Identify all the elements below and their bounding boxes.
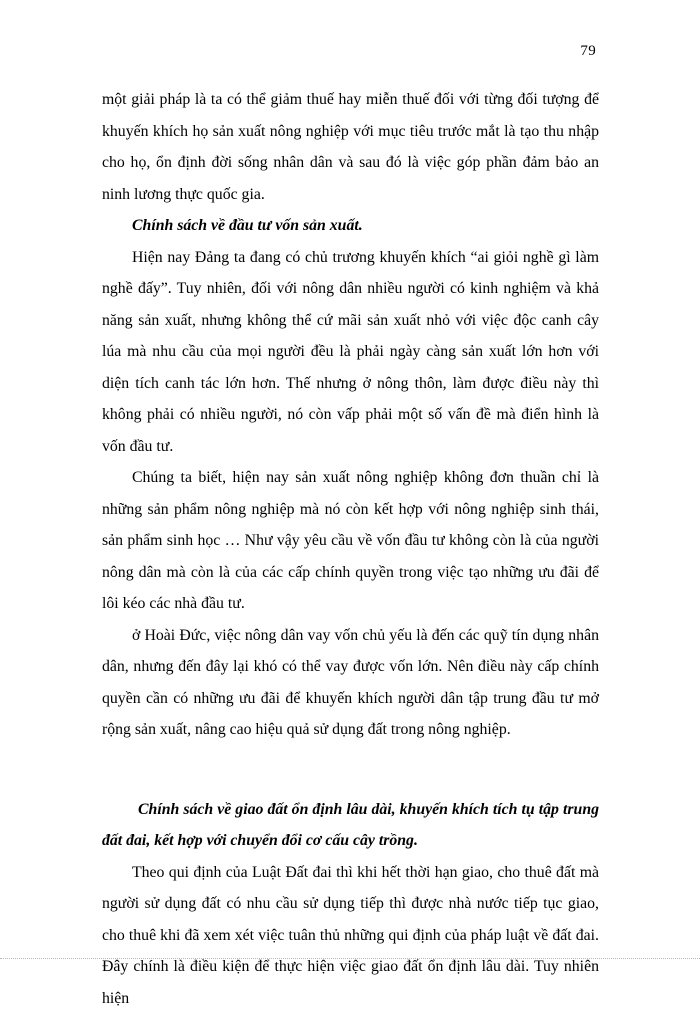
heading-land-allocation-policy: Chính sách về giao đất ổn định lâu dài, khuyến khích tích tụ tập trung đất đai, kết hợp với chuyển đổi cơ cấu cây trồng. — [102, 794, 599, 857]
heading-investment-policy: Chính sách về đầu tư vốn sản xuất. — [102, 210, 599, 242]
paragraph-investment-requirements: Chúng ta biết, hiện nay sản xuất nông nghiệp không đơn thuần chỉ là những sản phẩm nông nghiệp mà nó còn kết hợp với nông nghiệp sinh thái, sản phẩm sinh học … Như vậy yêu cầu về vốn đầu tư không còn là của người nông dân mà còn là của các cấp chính quyền trong việc tạo những ưu đãi để lôi kéo các nhà đầu tư. — [102, 462, 599, 620]
paragraph-land-law: Theo qui định của Luật Đất đai thì khi hết thời hạn giao, cho thuê đất mà người sử dụng đất có nhu cầu sử dụng tiếp thì được nhà nước tiếp tục giao, cho thuê khi đã xem xét việc tuân thủ những qui định của pháp luật về đất đai. Đây chính là điều kiện để thực hiện việc giao đất ổn định lâu dài. Tuy nhiên hiện — [102, 857, 599, 1014]
paragraph-investment-intro: Hiện nay Đảng ta đang có chủ trương khuyến khích “ai giỏi nghề gì làm nghề đấy”. Tuy nhiên, đối với nông dân nhiều người có kinh nghiệm và khả năng sản xuất, nhưng không thể cứ mãi sản xuất nhỏ với việc độc canh cây lúa mà nhu cầu của mọi người đều là phải ngày càng sản xuất lớn hơn với diện tích canh tác lớn hơn. Thế nhưng ở nông thôn, làm được điều này thì không phải có nhiều người, nó còn vấp phải một số vấn đề mà điển hình là vốn đầu tư. — [102, 242, 599, 463]
paragraph-hoai-duc-loans: ở Hoài Đức, việc nông dân vay vốn chủ yếu là đến các quỹ tín dụng nhân dân, nhưng đến đây lại khó có thể vay được vốn lớn. Nên điều này cấp chính quyền cần có những ưu đãi để khuyến khích người dân tập trung đầu tư mở rộng sản xuất, nâng cao hiệu quả sử dụng đất trong nông nghiệp. — [102, 620, 599, 746]
body-text — [102, 84, 599, 1014]
paragraph-tax-policy: một giải pháp là ta có thể giảm thuế hay miễn thuế đối với từng đối tượng để khuyến khích họ sản xuất nông nghiệp với mục tiêu trước mắt là tạo thu nhập cho họ, ổn định đời sống nhân dân và sau đó là việc góp phần đảm bảo an ninh lương thực quốc gia. — [102, 84, 599, 210]
page-number: 79 — [580, 42, 596, 60]
